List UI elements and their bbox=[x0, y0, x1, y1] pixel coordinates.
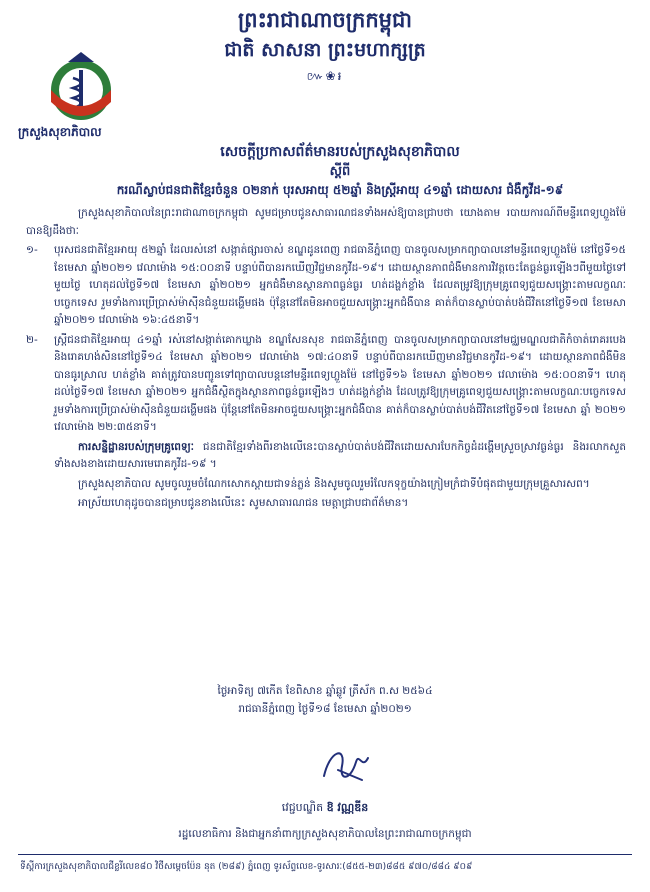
ornament-divider: ៚❀៛ bbox=[306, 69, 344, 83]
release-subtitle: ស្តីពី bbox=[329, 164, 351, 179]
signatory-name: ឱ វណ្ណឌីន bbox=[326, 801, 369, 814]
solar-date: រាជធានីភ្នំពេញ ថ្ងៃទី១៨ ខែមេសា ឆ្នាំ២០២១ bbox=[238, 703, 412, 715]
release-topic: ករណីស្លាប់ជនជាតិខ្មែរចំនួន ០២នាក់ បុរសអាយុ ៥២ឆ្នាំ និងស្ត្រីអាយុ ៤១ឆ្នាំ ដោយសារ ជំងឺកូវីដ-១៩ bbox=[116, 183, 564, 197]
case-number: ២- bbox=[26, 333, 38, 346]
signatory-prefix: វេជ្ជបណ្ឌិត bbox=[281, 801, 327, 814]
signature-icon bbox=[316, 740, 376, 790]
case-item-2 bbox=[26, 332, 626, 437]
release-title: សេចក្តីប្រកាសព័ត៌មានរបស់ក្រសួងសុខាភិបាល bbox=[220, 144, 460, 160]
ministry-logo-icon bbox=[38, 50, 124, 126]
date-block bbox=[0, 682, 650, 718]
closing-paragraph: អាស្រ័យហេតុដូចបានជម្រាបជូនខាងលើនេះ សូមសាធារណជន មេត្តាជ្រាបជាព័ត៌មាន។ bbox=[78, 497, 409, 509]
case-number: ១- bbox=[26, 244, 38, 256]
conclusion-text: ជនជាតិខ្មែរទាំងពីរខាងលើនេះបានស្លាប់បាត់បង់ជីវិតដោយសារបែកកិច្ចដំដង្ហើមស្រួចស្រាវធ្ងន់ធ្ងរ និងរលាកសួតទាំងសងខាងដោយសារមេរោគកូវីដ-១៩ ។ bbox=[54, 440, 626, 470]
signatory-role: រដ្ឋលេខាធិការ និងជាអ្នកនាំពាក្យក្រសួងសុខាភិបាលនៃព្រះរាជាណាចក្រកម្ពុជា bbox=[178, 828, 472, 840]
release-body bbox=[26, 205, 626, 513]
kingdom-title: ព្រះរាជាណាចក្រកម្ពុជា bbox=[237, 7, 412, 32]
case-text: បុរសជនជាតិខ្មែរអាយុ ៥២ឆ្នាំ ដែលរស់នៅ សង្កាត់ផ្សារចាស់ ខណ្ឌដូនពេញ រាជធានីភ្នំពេញ បានចូលសម្រាកព្យាបាលនៅមន្ទីរពេទ្យហ្លួងម៉ែ នៅថ្ងៃទី១៥ ខែមេសា ឆ្នាំ២០២១ វេលាម៉ោង ១៥:០០នាទី បន្ទាប់ពីបានរកឃើញវិជ្ជមានកូវីដ-១៩។ ដោយស្ថានភាពជំងឺមានការវិវត្តចេះតែធ្ងន់ធ្ងរឡើងៗពីមួយថ្ងៃទៅមួយថ្ងៃ ហេតុដល់ថ្ងៃទី១៧ ខែមេសា ឆ្នាំ២០២១ អ្នកជំងឺមានស្ថានភាពធ្ងន់ធ្ងរ ហត់ដង្ហក់ខ្លាំង ដែលតម្រូវឱ្យក្រុមគ្រូពេទ្យជួយសង្គ្រោះតាមលក្ខណៈបច្ចេកទេស រួមទាំងការប្រើប្រាស់ម៉ាស៊ីនជំនួយដង្ហើមផង ប៉ុន្តែនៅតែមិនអាចជួយសង្គ្រោះអ្នកជំងឺបាន គាត់ក៏បានស្លាប់បាត់បង់ជីវិតនៅថ្ងៃទី១៧ ខែមេសា ឆ្នាំ២០២១ វេលាម៉ោង ១៦:៤៥នាទី។ bbox=[54, 244, 626, 326]
release-titles bbox=[60, 142, 620, 200]
conclusion-paragraph bbox=[26, 439, 626, 474]
national-motto: ជាតិ សាសនា ព្រះមហាក្សត្រ bbox=[224, 39, 426, 61]
footer-divider bbox=[18, 854, 632, 855]
intro-paragraph: ក្រសួងសុខាភិបាលនៃព្រះរាជាណាចក្រកម្ពុជា សូមជម្រាបជូនសាធារណជនទាំងអស់ឱ្យបានជ្រាបថា យោងតាម របាយការណ៍ពីមន្ទីរពេទ្យហ្លួងម៉ែ បានឱ្យដឹងថាៈ bbox=[26, 207, 626, 237]
case-text: ស្ត្រីជនជាតិខ្មែរអាយុ ៤១ឆ្នាំ រស់នៅសង្កាត់គោកឃ្លាង ខណ្ឌសែនសុខ រាជធានីភ្នំពេញ បានចូលសម្រាកព្យាបាលនៅមជ្ឈមណ្ឌលជាតិកំចាត់រោគរបេង និងរោគហង់សិននៅថ្ងៃទី១៤ ខែមេសា ឆ្នាំ២០២១ វេលាម៉ោង ១៧:៤០នាទី បន្ទាប់ពីបានរកឃើញមានវិជ្ជមានកូវីដ-១៩។ ដោយស្ថានភាពជំងឺមិនបានធូរស្រាល ហត់ខ្លាំង គាត់ត្រូវបានបញ្ជូនទៅព្យាបាលបន្តនៅមន្ទីរពេទ្យហ្លួងម៉ែ នៅថ្ងៃទី១៦ ខែមេសា ឆ្នាំ២០២១ វេលាម៉ោង ១៥:០០នាទី។ ហេតុដល់ថ្ងៃទី១៧ ខែមេសា ឆ្នាំ២០២១ អ្នកជំងឺស្ថិតក្នុងស្ថានភាពធ្ងន់ធ្ងរឡើងៗ ហត់ដង្ហក់ខ្លាំង ដែលត្រូវឱ្យក្រុមគ្រូពេទ្យជួយសង្គ្រោះតាមលក្ខណៈបច្ចេកទេស រួមទាំងការប្រើប្រាស់ម៉ាស៊ីនជំនួយដង្ហើមផង ប៉ុន្តែនៅតែមិនអាចជួយសង្គ្រោះអ្នកជំងឺបាន គាត់ក៏បានស្លាប់បាត់បង់ជីវិតនៅថ្ងៃទី១៧ ខែមេសា ឆ្នាំ ២០២១ វេលាម៉ោង ២២:៣៥នាទី។ bbox=[54, 333, 626, 433]
signatory-name-line bbox=[0, 800, 650, 816]
lunar-date: ថ្ងៃអាទិត្យ ៧កើត ខែពិសាខ ឆ្នាំឆ្លូវ ត្រីស័ក ព.ស ២៥៦៤ bbox=[217, 685, 433, 697]
conclusion-label: ការសន្និដ្ឋានរបស់ក្រុមគ្រូពេទ្យៈ bbox=[78, 440, 194, 453]
ministry-label: ក្រសួងសុខាភិបាល bbox=[18, 125, 102, 139]
condolence-paragraph: ក្រសួងសុខាភិបាល សូមចូលរួមចំណែកសោកស្តាយជាទន់ភ្លន់ និងសូមចូលរួមរំលែកទុក្ខយ៉ាងក្រៀមក្រំជាទីបំផុតជាមួយក្រុមគ្រួសារសព។ bbox=[78, 477, 590, 490]
case-item-1 bbox=[26, 242, 626, 330]
footer-address: ទីស្តីការក្រសួងសុខាភិបាលជីខ្លរីលេខ៨០ វិថីសម្តេចប៉ែន នុត (២៨៩) ភ្នំពេញ ទូរស័ព្ទលេខ-ទូរសារៈ(៨៥៥-២៣)៨៨៥ ៩៧០/៨៨៤ ៩០៩ bbox=[20, 862, 473, 872]
